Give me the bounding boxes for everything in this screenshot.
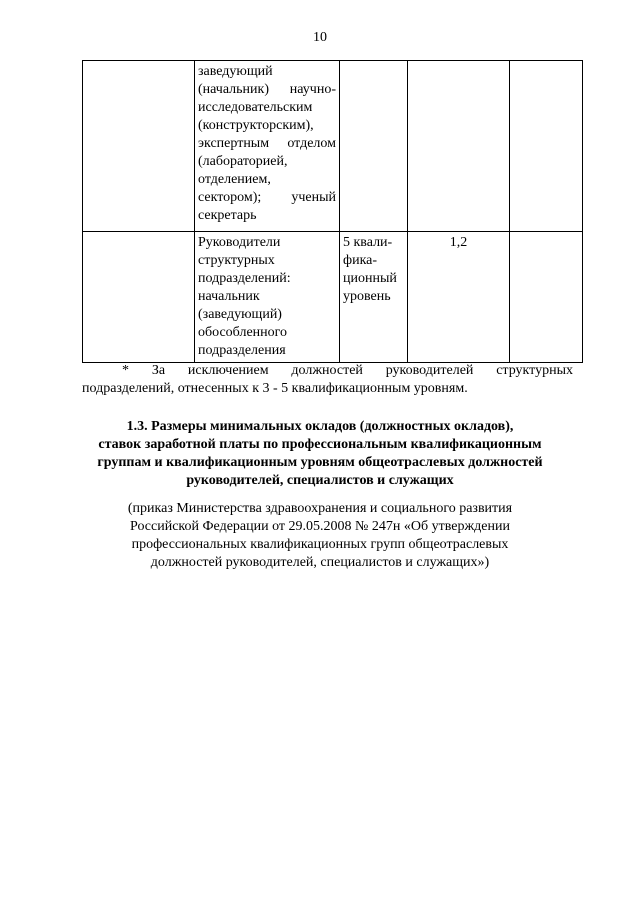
table-cell-level xyxy=(340,61,408,232)
position-line: подразделений: xyxy=(198,271,291,286)
table-cell-group xyxy=(83,61,195,232)
table-cell-level xyxy=(340,232,408,363)
table-row xyxy=(83,61,583,232)
position-line: Руководители xyxy=(198,235,281,250)
position-line: секретарь xyxy=(198,208,257,223)
table-cell-group xyxy=(83,232,195,363)
position-line: (лабораторией, xyxy=(198,154,288,169)
position-line: заведующий xyxy=(198,64,273,79)
table-cell-coefficient xyxy=(408,61,510,232)
order-reference-line: должностей руководителей, специалистов и служащих») xyxy=(150,555,490,570)
position-line: обособленного xyxy=(198,325,288,340)
footnote xyxy=(82,362,573,398)
position-line: отделением, xyxy=(198,172,271,187)
order-reference xyxy=(70,500,570,572)
position-line: (конструкторским), xyxy=(198,118,314,133)
section-heading-line: группам и квалификационным уровням общеотраслевых должностей xyxy=(97,455,543,470)
table-cell-coefficient xyxy=(408,232,510,363)
position-line: (заведующий) xyxy=(198,307,282,322)
page-number: 10 xyxy=(313,30,327,45)
level-line: ционный xyxy=(343,271,397,286)
position-line: подразделения xyxy=(198,343,286,358)
position-line: экспертным отделом xyxy=(198,136,336,151)
level-line: уровень xyxy=(343,289,391,304)
footnote-line: * За исключением должностей руководителей структурных xyxy=(122,363,573,378)
qualification-table xyxy=(82,60,583,363)
table-row xyxy=(83,232,583,363)
order-reference-line: Российской Федерации от 29.05.2008 № 247н «Об утверждении xyxy=(130,519,510,534)
position-line: (начальник) научно- xyxy=(198,82,336,97)
level-line: 5 квали- xyxy=(343,235,393,250)
position-line: начальник xyxy=(198,289,260,304)
table-cell-salary xyxy=(510,61,583,232)
section-heading-line: 1.3. Размеры минимальных окладов (должностных окладов), xyxy=(126,419,514,434)
position-line: структурных xyxy=(198,253,275,268)
position-line: сектором); ученый xyxy=(198,190,336,205)
section-heading-line: руководителей, специалистов и служащих xyxy=(186,473,454,488)
table-cell-salary xyxy=(510,232,583,363)
section-heading xyxy=(70,418,570,490)
footnote-line: подразделений, отнесенных к 3 - 5 квалификационным уровням. xyxy=(82,381,468,396)
section-heading-line: ставок заработной платы по профессиональным квалификационным xyxy=(98,437,542,452)
order-reference-line: профессиональных квалификационных групп общеотраслевых xyxy=(131,537,509,552)
level-line: фика- xyxy=(343,253,378,268)
table-cell-position xyxy=(195,232,340,363)
table-cell-position xyxy=(195,61,340,232)
position-line: исследовательским xyxy=(198,100,313,115)
coefficient-value: 1,2 xyxy=(449,235,468,250)
order-reference-line: (приказ Министерства здравоохранения и социального развития xyxy=(127,501,513,516)
